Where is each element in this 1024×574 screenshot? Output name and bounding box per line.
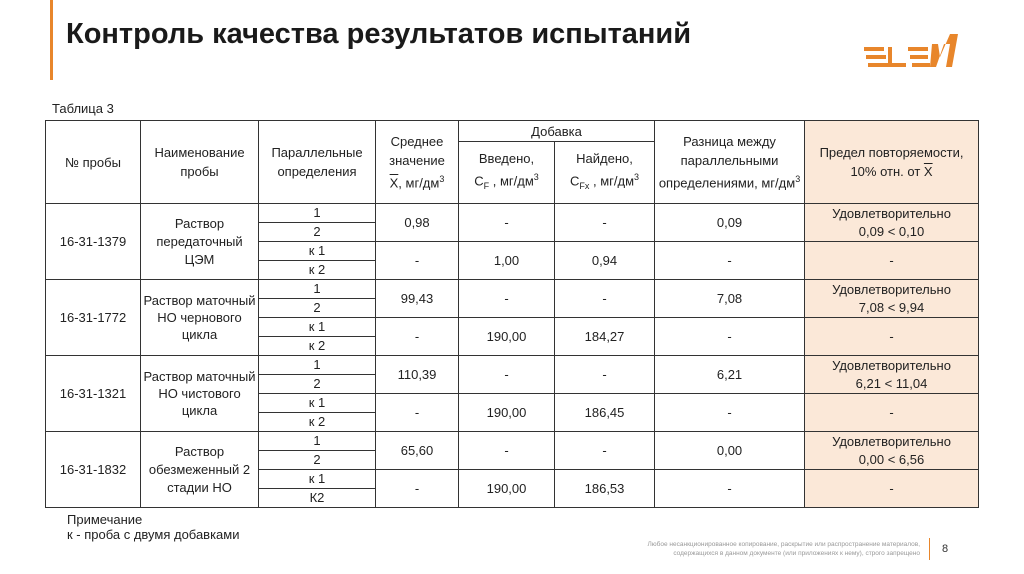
- found-cell: 186,53: [555, 470, 655, 508]
- diff-cell: -: [655, 318, 805, 356]
- table-note: [67, 512, 240, 542]
- added-cell: 190,00: [459, 318, 555, 356]
- mean-cell: 0,98: [376, 204, 459, 242]
- footer-divider: [929, 538, 930, 560]
- note-title: Примечание: [67, 512, 143, 527]
- added-cell: -: [459, 280, 555, 318]
- found-cell: 0,94: [555, 242, 655, 280]
- table-row: [46, 356, 979, 375]
- header-added-unit: , мг/дм: [489, 173, 534, 189]
- verdict-text: Удовлетворительно: [832, 433, 951, 449]
- verdict-cell: [805, 204, 979, 242]
- header-mean: [376, 121, 459, 204]
- table-row: [46, 432, 979, 451]
- verdict-compare: 0,09 < 0,10: [858, 223, 925, 239]
- parallel-cell: 1: [259, 204, 376, 223]
- header-limit-basis: 10% отн. от: [850, 164, 924, 179]
- header-additive: Добавка: [459, 121, 655, 142]
- header-mean-unit: , мг/дм: [398, 175, 440, 191]
- parallel-cell: 1: [259, 356, 376, 375]
- page-number: 8: [942, 543, 949, 555]
- parallel-cell: к 2: [259, 261, 376, 280]
- header-parallel: Параллельные определения: [259, 121, 376, 204]
- sample-name-cell: Раствор обезмеженный 2 стадии НО: [141, 432, 259, 508]
- parallel-cell: к 1: [259, 242, 376, 261]
- diff-cell: -: [655, 470, 805, 508]
- mean-cell: 110,39: [376, 356, 459, 394]
- mean-cell: -: [376, 318, 459, 356]
- header-mean-exp: 3: [439, 173, 445, 184]
- sample-name-cell: Раствор маточный НО чистового цикла: [141, 356, 259, 432]
- sample-number-cell: 16-31-1379: [46, 204, 141, 280]
- verdict-compare: 7,08 < 9,94: [858, 299, 925, 315]
- header-added-label: Введено,: [478, 151, 535, 167]
- footer-line-2: содержащихся в данном документе (или приложениях к нему), строго запрещено: [673, 550, 920, 557]
- verdict-cell: [805, 432, 979, 470]
- header-mean-symbol: $\overline{X}$: [389, 175, 399, 191]
- added-cell: -: [459, 356, 555, 394]
- verdict-cell: [805, 356, 979, 394]
- mean-cell: -: [376, 242, 459, 280]
- quality-control-table: [45, 120, 979, 508]
- header-found-symbol: C: [569, 173, 580, 189]
- found-cell: -: [555, 204, 655, 242]
- sample-name-cell: Раствор передаточный ЦЭМ: [141, 204, 259, 280]
- header-limit-symbol: $\overline{X}$: [923, 164, 933, 179]
- table-row: [46, 280, 979, 299]
- header-mean-label: Среднее значение: [389, 133, 445, 168]
- sample-name-cell: Раствор маточный НО чернового цикла: [141, 280, 259, 356]
- found-cell: 186,45: [555, 394, 655, 432]
- mean-cell: -: [376, 394, 459, 432]
- found-cell: -: [555, 432, 655, 470]
- parallel-cell: к 1: [259, 470, 376, 489]
- verdict-compare: 0,00 < 6,56: [858, 451, 925, 467]
- title-accent-bar: [50, 0, 53, 80]
- parallel-cell: 1: [259, 280, 376, 299]
- diff-cell: 0,09: [655, 204, 805, 242]
- header-diff-label: Разница между параллельными определениями, мг/дм: [658, 133, 796, 191]
- header-found-sub: Fx: [579, 180, 590, 191]
- header-diff-exp: 3: [795, 173, 801, 184]
- parallel-cell: к 2: [259, 413, 376, 432]
- header-sample-no: № пробы: [46, 121, 141, 204]
- header-found-unit: , мг/дм: [589, 173, 635, 189]
- verdict-cell: -: [805, 318, 979, 356]
- verdict-text: Удовлетворительно: [832, 281, 951, 297]
- header-limit: [805, 121, 979, 204]
- diff-cell: 0,00: [655, 432, 805, 470]
- table-row: [46, 204, 979, 223]
- mean-cell: 99,43: [376, 280, 459, 318]
- diff-cell: 7,08: [655, 280, 805, 318]
- parallel-cell: 2: [259, 223, 376, 242]
- header-name: Наименование пробы: [141, 121, 259, 204]
- parallel-cell: к 1: [259, 318, 376, 337]
- parallel-cell: 2: [259, 375, 376, 394]
- found-cell: 184,27: [555, 318, 655, 356]
- parallel-cell: 2: [259, 451, 376, 470]
- parallel-cell: 1: [259, 432, 376, 451]
- mean-cell: -: [376, 470, 459, 508]
- copyright-footer: [610, 540, 920, 558]
- parallel-cell: 2: [259, 299, 376, 318]
- footer-line-1: Любое несанкционированное копирование, раскрытие или распространение материалов,: [647, 541, 920, 548]
- header-diff: [655, 121, 805, 204]
- verdict-cell: [805, 280, 979, 318]
- added-cell: 1,00: [459, 242, 555, 280]
- elem-logo: [862, 30, 962, 70]
- added-cell: -: [459, 204, 555, 242]
- verdict-cell: -: [805, 394, 979, 432]
- verdict-cell: -: [805, 470, 979, 508]
- added-cell: -: [459, 432, 555, 470]
- header-added: [459, 142, 555, 204]
- found-cell: -: [555, 356, 655, 394]
- table-caption: Таблица 3: [52, 101, 114, 116]
- verdict-cell: -: [805, 242, 979, 280]
- header-added-symbol: C: [474, 173, 484, 189]
- header-found: [555, 142, 655, 204]
- verdict-compare: 6,21 < 11,04: [855, 375, 928, 391]
- mean-cell: 65,60: [376, 432, 459, 470]
- parallel-cell: к 2: [259, 337, 376, 356]
- added-cell: 190,00: [459, 394, 555, 432]
- sample-number-cell: 16-31-1321: [46, 356, 141, 432]
- header-limit-label: Предел повторяемости,: [819, 145, 964, 160]
- header-found-label: Найдено,: [576, 151, 633, 167]
- header-found-exp: 3: [634, 172, 640, 183]
- verdict-text: Удовлетворительно: [832, 205, 951, 221]
- diff-cell: -: [655, 242, 805, 280]
- sample-number-cell: 16-31-1832: [46, 432, 141, 508]
- header-added-sub: F: [483, 180, 490, 191]
- diff-cell: 6,21: [655, 356, 805, 394]
- diff-cell: -: [655, 394, 805, 432]
- parallel-cell: к 1: [259, 394, 376, 413]
- added-cell: 190,00: [459, 470, 555, 508]
- header-added-exp: 3: [533, 172, 539, 183]
- sample-number-cell: 16-31-1772: [46, 280, 141, 356]
- found-cell: -: [555, 280, 655, 318]
- slide-title: Контроль качества результатов испытаний: [66, 18, 692, 50]
- note-text: к - проба с двумя добавками: [67, 527, 240, 542]
- parallel-cell: К2: [259, 489, 376, 508]
- verdict-text: Удовлетворительно: [832, 357, 951, 373]
